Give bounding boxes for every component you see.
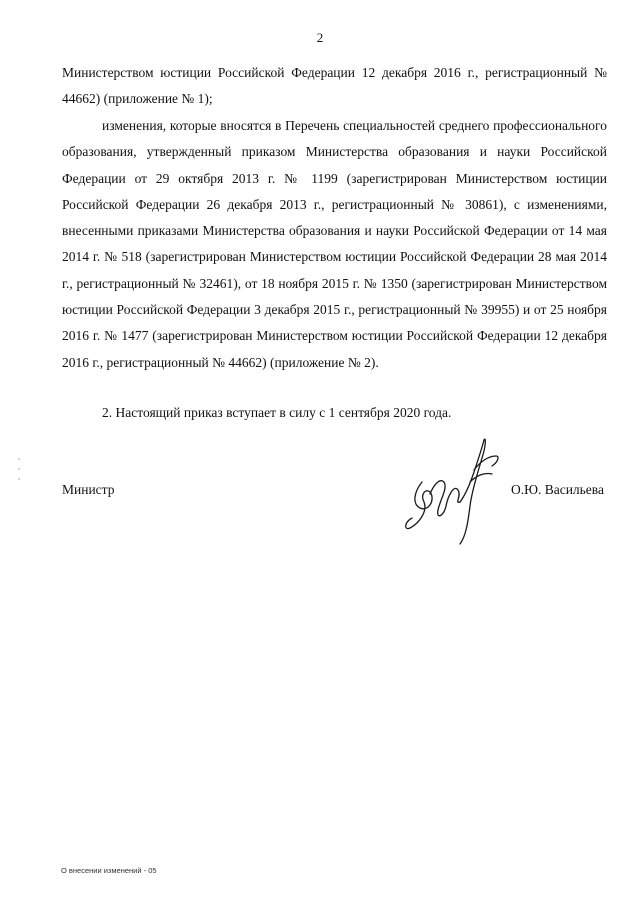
signatory-title: Министр xyxy=(62,482,115,497)
body-paragraph-1 xyxy=(62,60,607,113)
body-paragraph-2 xyxy=(62,113,607,376)
body-paragraph-3 xyxy=(62,400,607,426)
signature-block xyxy=(62,482,607,506)
margin-mark xyxy=(18,455,20,485)
signatory-name: О.Ю. Васильева xyxy=(510,482,604,497)
footer-reference: О внесении изменений - 05 xyxy=(61,866,157,875)
paragraph-text: изменения, которые вносятся в Перечень специальностей среднего профессионального образования, утвержденный приказом Министерства образования и науки Российской Федерации от 29 октября 2013 г. № 1199 (зарегистрирован Министерством юстиции Российской Федерации 26 декабря 2013 г., регистрационный № 30861), с изменениями, внесенными приказами Министерства образования и науки Российской Федерации от 14 мая 2014 г. № 518 (зарегистрирован Министерством юстиции Российской Федерации 28 мая 2014 г., регистрационный № 32461), от 18 ноября 2015 г. № 1350 (зарегистрирован Министерством юстиции Российской Федерации 3 декабря 2015 г., регистрационный № 39955) и от 25 ноября 2016 г. № 1477 (зарегистрирован Министерством юстиции Российской Федерации 12 декабря 2016 г., регистрационный № 44662) (приложение № 2). xyxy=(62,118,607,370)
paragraph-text: Министерством юстиции Российской Федерации 12 декабря 2016 г., регистрационный № 44662) (приложение № 1); xyxy=(62,65,607,107)
page-number: 2 xyxy=(316,30,324,45)
paragraph-text: 2. Настоящий приказ вступает в силу с 1 сентября 2020 года. xyxy=(102,405,452,420)
handwritten-signature xyxy=(400,432,510,552)
